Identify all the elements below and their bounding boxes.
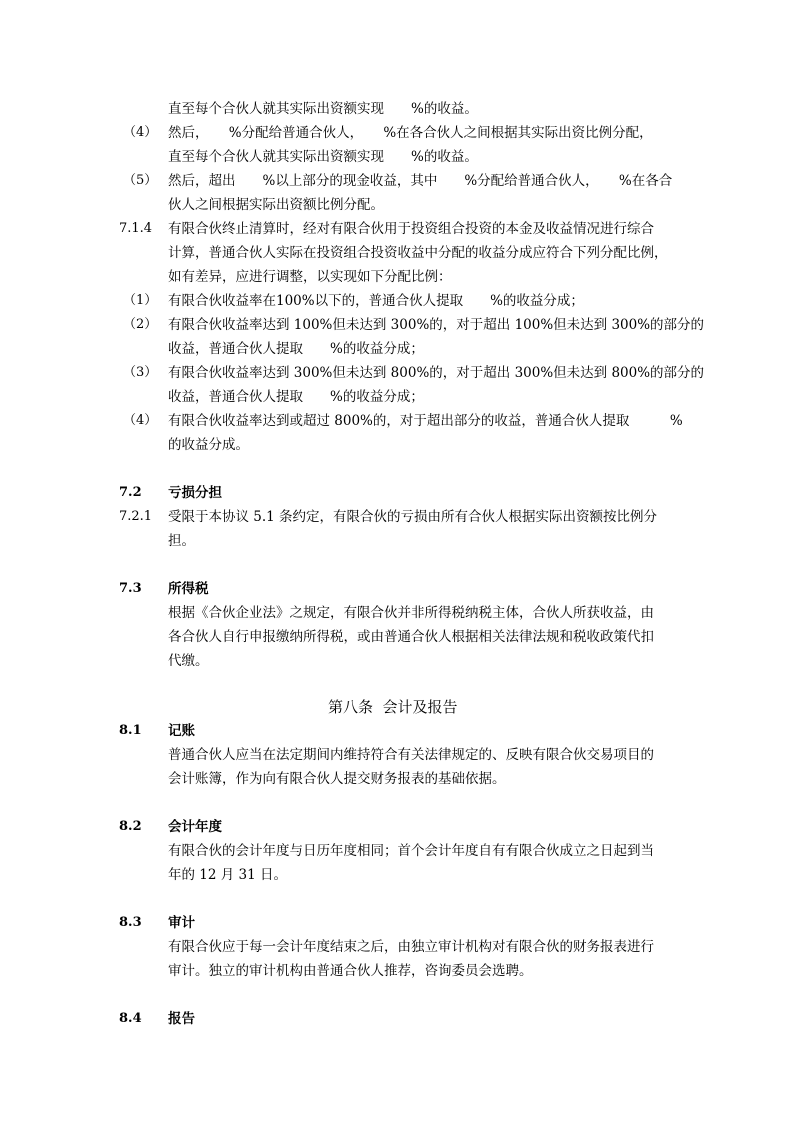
item-number: （5） bbox=[123, 173, 158, 188]
clause-line: 的收益分成。 bbox=[168, 437, 249, 453]
clause-line: 直至每个合伙人就其实际出资额实现 %的收益。 bbox=[168, 149, 478, 165]
item-number: （2） bbox=[123, 317, 158, 332]
clause-line: 收益，普通合伙人提取 %的收益分成； bbox=[168, 389, 424, 405]
clause-line: 然后， %分配给普通合伙人， %在各合伙人之间根据其实际出资比例分配， bbox=[168, 125, 653, 141]
section-number: 7.3 bbox=[119, 581, 142, 596]
article-title: 第八条 会计及报告 bbox=[328, 698, 458, 716]
clause-line: 然后，超出 %以上部分的现金收益，其中 %分配给普通合伙人， %在各合 bbox=[168, 173, 673, 189]
section-heading: 审计 bbox=[168, 915, 195, 931]
clause-line: 受限于本协议 5.1 条约定，有限合伙的亏损由所有合伙人根据实际出资额按比例分 bbox=[168, 509, 658, 525]
clause-line: 有限合伙收益率达到 300%但未达到 800%的，对于超出 300%但未达到 800%的部分的 bbox=[168, 365, 705, 381]
clause-line: 担。 bbox=[168, 533, 195, 549]
clause-line: 会计账簿，作为向有限合伙人提交财务报表的基础依据。 bbox=[168, 771, 506, 787]
clause-line: 有限合伙收益率在100%以下的，普通合伙人提取 %的收益分成； bbox=[168, 293, 584, 309]
clause-line: 收益，普通合伙人提取 %的收益分成； bbox=[168, 341, 424, 357]
clause-line: 伙人之间根据实际出资额比例分配。 bbox=[168, 197, 384, 213]
clause-line: 根据《合伙企业法》之规定，有限合伙并非所得税纳税主体，合伙人所获收益，由 bbox=[168, 605, 654, 621]
clause-line: 有限合伙收益率达到 100%但未达到 300%的，对于超出 100%但未达到 300%的部分的 bbox=[168, 317, 705, 333]
clause-line: 计算，普通合伙人实际在投资组合投资收益中分配的收益分成应符合下列分配比例， bbox=[168, 245, 668, 261]
section-heading: 记账 bbox=[168, 723, 195, 739]
clause-line: 直至每个合伙人就其实际出资额实现 %的收益。 bbox=[168, 101, 478, 117]
clause-line: 各合伙人自行申报缴纳所得税，或由普通合伙人根据相关法律法规和税收政策代扣 bbox=[168, 629, 654, 645]
clause-line: 有限合伙应于每一会计年度结束之后，由独立审计机构对有限合伙的财务报表进行 bbox=[168, 939, 654, 955]
section-heading: 所得税 bbox=[168, 581, 209, 597]
section-heading: 报告 bbox=[168, 1011, 195, 1027]
item-number: （1） bbox=[123, 293, 158, 308]
section-number: 8.4 bbox=[119, 1011, 142, 1026]
clause-line: 代缴。 bbox=[168, 653, 209, 669]
section-number: 8.2 bbox=[119, 819, 142, 834]
clause-line: 年的 12 月 31 日。 bbox=[168, 867, 288, 883]
item-number: （3） bbox=[123, 365, 158, 380]
clause-line: 有限合伙的会计年度与日历年度相同；首个会计年度自有有限合伙成立之日起到当 bbox=[168, 843, 654, 859]
section-number: 8.1 bbox=[119, 723, 142, 738]
clause-line: 如有差异，应进行调整，以实现如下分配比例： bbox=[168, 269, 452, 285]
clause-line: 有限合伙终止清算时，经对有限合伙用于投资组合投资的本金及收益情况进行综合 bbox=[168, 221, 654, 237]
clause-line: 审计。独立的审计机构由普通合伙人推荐，咨询委员会选聘。 bbox=[168, 963, 533, 979]
clause-line: 有限合伙收益率达到或超过 800%的，对于超出部分的收益，普通合伙人提取 % bbox=[168, 413, 683, 429]
clause-line: 普通合伙人应当在法定期间内维持符合有关法律规定的、反映有限合伙交易项目的 bbox=[168, 747, 654, 763]
clause-number: 7.1.4 bbox=[119, 221, 153, 236]
section-heading: 会计年度 bbox=[168, 819, 222, 835]
item-number: （4） bbox=[123, 125, 158, 140]
clause-number: 7.2.1 bbox=[119, 509, 153, 524]
item-number: （4） bbox=[123, 413, 158, 428]
section-number: 7.2 bbox=[119, 485, 142, 500]
section-number: 8.3 bbox=[119, 915, 142, 930]
section-heading: 亏损分担 bbox=[168, 485, 222, 501]
